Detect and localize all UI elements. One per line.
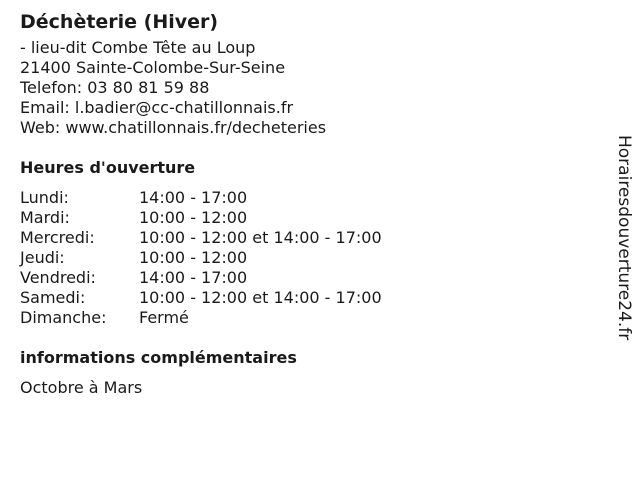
web-line[interactable]: Web: www.chatillonnais.fr/decheteries	[20, 118, 327, 137]
page-title: Déchèterie (Hiver)	[20, 11, 219, 33]
day-label: Lundi:	[20, 188, 69, 207]
hours-row-jeudi	[20, 248, 580, 268]
opening-hours-heading: Heures d'ouverture	[20, 158, 196, 177]
additional-info-heading: informations complémentaires	[20, 348, 297, 367]
location-card	[20, 8, 580, 398]
email-line[interactable]: Email: l.badier@cc-chatillonnais.fr	[20, 98, 294, 117]
day-label: Samedi:	[20, 288, 86, 307]
day-label: Vendredi:	[20, 268, 96, 287]
day-label: Dimanche:	[20, 308, 107, 327]
hours-value: 10:00 - 12:00	[139, 208, 248, 227]
hours-value: 14:00 - 17:00	[139, 268, 248, 287]
hours-value: Fermé	[139, 308, 189, 327]
hours-row-mardi	[20, 208, 580, 228]
street-line: - lieu-dit Combe Tête au Loup	[20, 38, 256, 57]
hours-value: 14:00 - 17:00	[139, 188, 248, 207]
phone-line[interactable]: Telefon: 03 80 81 59 88	[20, 78, 210, 97]
hours-row-lundi	[20, 188, 580, 208]
hours-value: 10:00 - 12:00 et 14:00 - 17:00	[139, 288, 382, 307]
address-block	[20, 38, 580, 138]
additional-info-text: Octobre à Mars	[20, 378, 143, 397]
hours-value: 10:00 - 12:00	[139, 248, 248, 267]
site-watermark: Horairesdouverture24.fr	[614, 135, 634, 341]
hours-row-samedi	[20, 288, 580, 308]
hours-row-mercredi	[20, 228, 580, 248]
hours-row-dimanche	[20, 308, 580, 328]
city-line: 21400 Sainte-Colombe-Sur-Seine	[20, 58, 286, 77]
day-label: Mardi:	[20, 208, 70, 227]
opening-hours-table	[20, 188, 580, 328]
hours-value: 10:00 - 12:00 et 14:00 - 17:00	[139, 228, 382, 247]
hours-row-vendredi	[20, 268, 580, 288]
day-label: Mercredi:	[20, 228, 95, 247]
day-label: Jeudi:	[20, 248, 65, 267]
